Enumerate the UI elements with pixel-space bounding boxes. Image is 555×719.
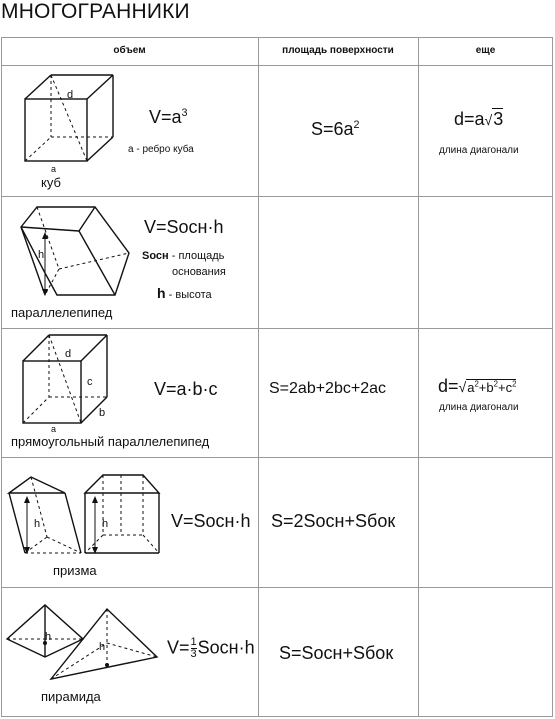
parallelepiped-base-note-2: основания xyxy=(172,266,226,278)
cube-edge-label: а xyxy=(51,164,57,174)
cube-name: куб xyxy=(41,175,61,190)
rect-edge-a-label: a xyxy=(51,424,57,434)
parallelepiped-figure xyxy=(15,203,135,303)
header-more: еще xyxy=(475,45,496,56)
cube-volume-formula: $V=a^3$ xyxy=(149,107,188,127)
rect-surface-formula: S=2ab+2bc+2ac xyxy=(269,380,386,397)
cube-diagonal-note: длина диагонали xyxy=(439,145,519,156)
prism-height-label-1: h xyxy=(34,518,41,530)
header-surface: площадь поверхности xyxy=(282,45,394,56)
pyramid-surface-formula: S=Sосн+Sбок xyxy=(279,643,394,663)
pyramid-height-label-1: h xyxy=(45,631,52,643)
prism-height-label-2: h xyxy=(102,518,109,530)
cube-diagonal-label: d xyxy=(67,89,74,101)
prism-volume-formula: V=Sосн·h xyxy=(171,511,251,531)
rect-diagonal-label: d xyxy=(65,348,72,360)
parallelepiped-height-note: h - высота xyxy=(157,285,212,301)
rect-edge-c-label: c xyxy=(87,376,93,388)
rect-edge-b-label: b xyxy=(99,407,106,419)
parallelepiped-name: параллелепипед xyxy=(11,305,113,320)
parallelepiped-height-label: h xyxy=(38,249,45,261)
rect-diagonal-note: длина диагонали xyxy=(439,402,519,413)
rect-diagonal-formula: $d=√a^2+b^2+c^2$ xyxy=(438,376,517,396)
parallelepiped-volume-formula: V=Sосн·h xyxy=(144,217,224,237)
header-volume: объем xyxy=(113,45,146,56)
parallelepiped-base-note: Sосн - площадь xyxy=(142,250,225,262)
cube-edge-note: а - ребро куба xyxy=(128,144,194,155)
rect-parallelepiped-name: прямоугольный параллелепипед xyxy=(11,434,210,449)
prism-name: призма xyxy=(53,563,97,578)
pyramid-figure xyxy=(5,601,165,693)
cube-diagonal-formula: d=a√3 xyxy=(454,109,504,129)
pyramid-volume-formula: V= $\frac{1}{3}$ Sосн·h xyxy=(167,636,255,660)
pyramid-height-label-2: h xyxy=(99,641,106,653)
page-title: МНОГОГРАННИКИ xyxy=(1,0,190,23)
pyramid-name: пирамида xyxy=(41,689,101,704)
formula-table xyxy=(1,37,553,717)
cube-surface-formula: $S=6a^2$ xyxy=(311,119,360,139)
rect-volume-formula: V=a·b·c xyxy=(154,379,218,399)
prism-surface-formula: S=2Sосн+Sбок xyxy=(271,511,396,531)
prism-figure xyxy=(7,467,167,559)
